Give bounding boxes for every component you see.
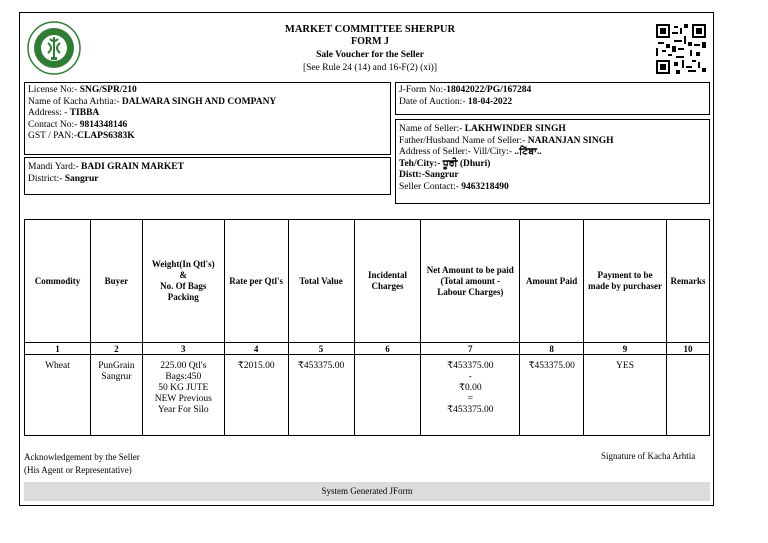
form-title: FORM J xyxy=(350,36,390,47)
header-buyer: Buyer xyxy=(90,220,142,343)
jform-box xyxy=(395,82,710,115)
market-committee-logo xyxy=(27,21,81,75)
district-line: District:- Sangrur xyxy=(28,173,99,184)
header-remarks: Remarks xyxy=(666,220,709,343)
seller-address-line: Address of Seller:- Vill/City:- ..ਟਿੱਬਾ.. xyxy=(399,147,542,157)
header-weight: Weight(In Qtl's) & No. Of Bags Packing xyxy=(142,220,224,343)
table-row xyxy=(25,355,710,436)
header-incidental: Incidental Charges xyxy=(354,220,421,343)
auction-date-line: Date of Auction:- 18-04-2022 xyxy=(399,96,513,107)
mandi-details-box xyxy=(24,157,391,195)
arhtia-details-box xyxy=(24,82,391,155)
column-number-row xyxy=(25,343,710,355)
column-number: 7 xyxy=(421,343,520,355)
column-number: 4 xyxy=(224,343,288,355)
cell-amount-paid: ₹453375.00 xyxy=(520,355,584,436)
gst-line: GST / PAN:-CLAPS6383K xyxy=(28,131,135,141)
column-number: 5 xyxy=(288,343,354,355)
seller-contact-line: Seller Contact:- 9463218490 xyxy=(399,181,509,192)
table-header-row xyxy=(25,220,710,343)
cell-total-value: ₹453375.00 xyxy=(288,355,354,436)
column-number: 9 xyxy=(584,343,667,355)
column-number: 2 xyxy=(90,343,142,355)
jform-line: J-Form No:-18042022/PG/167284 xyxy=(399,85,532,95)
column-number: 1 xyxy=(25,343,91,355)
column-number: 8 xyxy=(520,343,584,355)
ack-line-2: (His Agent or Representative) xyxy=(24,465,132,475)
license-line: License No:- SNG/SPR/210 xyxy=(28,85,137,95)
column-number: 6 xyxy=(354,343,421,355)
header-rate: Rate per Qtl's xyxy=(224,220,288,343)
committee-title: MARKET COMMITTEE SHERPUR xyxy=(284,24,456,35)
column-number: 3 xyxy=(142,343,224,355)
cell-weight: 225.00 Qtl's Bags:450 50 KG JUTE NEW Previous Year For Silo xyxy=(142,355,224,436)
sale-table xyxy=(24,219,710,436)
voucher-subtitle: Sale Voucher for the Seller xyxy=(316,50,424,60)
ack-line-1: Acknowledgement by the Seller xyxy=(24,452,140,462)
cell-commodity: Wheat xyxy=(25,355,91,436)
seller-name-line: Name of Seller:- LAKHWINDER SINGH xyxy=(399,124,566,134)
arhtia-line: Name of Kacha Arhtia:- DALWARA SINGH AND COMPANY xyxy=(28,96,277,107)
header-payment: Payment to be made by purchaser xyxy=(584,220,667,343)
column-number: 10 xyxy=(666,343,709,355)
qr-code xyxy=(656,24,706,74)
cell-incidental xyxy=(354,355,421,436)
tehsil-line: Teh/City:- ਧੂਰੀ (Dhuri) xyxy=(399,158,491,169)
rule-reference: [See Rule 24 (14) and 16-F(2) (xi)] xyxy=(302,63,438,73)
father-name-line: Father/Husband Name of Seller:- NARANJAN SINGH xyxy=(399,135,614,146)
cell-net-amount: ₹453375.00 - ₹0.00 = ₹453375.00 xyxy=(421,355,520,436)
header-total-value: Total Value xyxy=(288,220,354,343)
seller-acknowledgement xyxy=(24,451,140,477)
cell-payment: YES xyxy=(584,355,667,436)
header-net-amount: Net Amount to be paid (Total amount - Labour Charges) xyxy=(421,220,520,343)
seller-details-box xyxy=(395,119,710,204)
mandi-line: Mandi Yard:- BADI GRAIN MARKET xyxy=(28,162,184,172)
cell-rate: ₹2015.00 xyxy=(224,355,288,436)
cell-buyer: PunGrain Sangrur xyxy=(90,355,142,436)
address-line: Address: - TIBBA xyxy=(28,108,100,118)
distt-line: Distt:-Sangrur xyxy=(399,170,459,180)
arhtia-signature-label: Signature of Kacha Arhtia xyxy=(601,451,696,461)
header-amount-paid: Amount Paid xyxy=(520,220,584,343)
system-generated-banner: System Generated JForm xyxy=(24,482,710,501)
cell-remarks xyxy=(666,355,709,436)
header-commodity: Commodity xyxy=(25,220,91,343)
contact-line: Contact No:- 9814348146 xyxy=(28,119,128,130)
